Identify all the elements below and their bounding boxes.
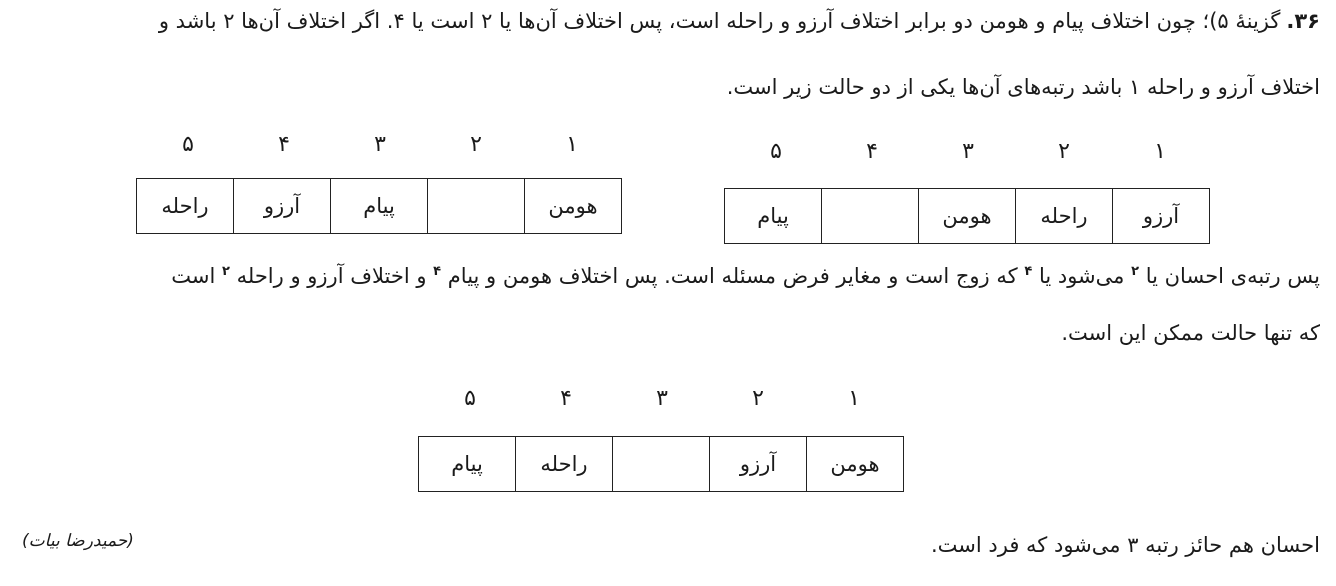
question-line-2: اختلاف آرزو و راحله ۱ باشد رتبه‌های آن‌ها یکی از دو حالت زیر است. xyxy=(726,75,1320,99)
table-cell: آرزو xyxy=(710,437,807,492)
text-fragment: می‌شود یا xyxy=(1038,264,1125,288)
question-text-1: گزینهٔ ۵)؛ چون اختلاف پیام و هومن دو برابر اختلاف آرزو و راحله است، پس اختلاف آن‌ها یا ۲ است یا ۴. اگر اختلاف آن‌ها ۲ باشد و xyxy=(158,9,1281,33)
table-cell: راحله xyxy=(1016,189,1113,244)
question-line-3 xyxy=(16,257,1320,291)
rank-table-final xyxy=(418,436,904,492)
rank-label: ۲ xyxy=(752,386,764,411)
superscript: ۴ xyxy=(433,264,442,279)
text-fragment: و اختلاف آرزو و راحله xyxy=(236,264,427,288)
rank-label: ۴ xyxy=(866,139,878,164)
superscript: ۲ xyxy=(1131,264,1140,279)
rank-numbers-right xyxy=(724,139,1208,169)
table-cell: هومن xyxy=(919,189,1016,244)
rank-label: ۱ xyxy=(1154,139,1166,164)
question-number: ۳۶. xyxy=(1286,9,1320,33)
rank-label: ۳ xyxy=(656,386,668,411)
text-fragment: پس رتبه‌ی احسان یا xyxy=(1145,264,1320,288)
rank-label: ۴ xyxy=(560,386,572,411)
rank-label: ۵ xyxy=(770,139,782,164)
question-line-4: که تنها حالت ممکن این است. xyxy=(1061,321,1320,345)
superscript: ۲ xyxy=(221,264,230,279)
rank-table-left xyxy=(136,178,622,234)
rank-label: ۴ xyxy=(278,132,290,157)
text-fragment: است xyxy=(171,264,216,288)
rank-table-right xyxy=(724,188,1210,244)
rank-numbers-final xyxy=(418,386,902,416)
table-cell: پیام xyxy=(725,189,822,244)
question-line-1 xyxy=(16,6,1320,36)
table-cell xyxy=(822,189,919,244)
table-cell: آرزو xyxy=(234,179,331,234)
table-cell xyxy=(613,437,710,492)
rank-label: ۲ xyxy=(1058,139,1070,164)
table-cell xyxy=(428,179,525,234)
question-line-5: احسان هم حائز رتبه ۳ می‌شود که فرد است. xyxy=(930,533,1320,557)
rank-numbers-left xyxy=(136,132,620,162)
author-signature: (حمیدرضا بیات) xyxy=(22,531,134,551)
table-cell: پیام xyxy=(331,179,428,234)
rank-label: ۱ xyxy=(566,132,578,157)
rank-label: ۵ xyxy=(182,132,194,157)
table-cell: راحله xyxy=(137,179,234,234)
superscript: ۴ xyxy=(1024,264,1033,279)
table-cell: هومن xyxy=(525,179,622,234)
table-cell: پیام xyxy=(419,437,516,492)
rank-label: ۲ xyxy=(470,132,482,157)
rank-label: ۵ xyxy=(464,386,476,411)
table-cell: هومن xyxy=(807,437,904,492)
table-cell: آرزو xyxy=(1113,189,1210,244)
text-fragment: که زوج است و مغایر فرض مسئله است. پس اختلاف هومن و پیام xyxy=(447,264,1018,288)
rank-label: ۳ xyxy=(962,139,974,164)
table-cell: راحله xyxy=(516,437,613,492)
rank-label: ۱ xyxy=(848,386,860,411)
rank-label: ۳ xyxy=(374,132,386,157)
